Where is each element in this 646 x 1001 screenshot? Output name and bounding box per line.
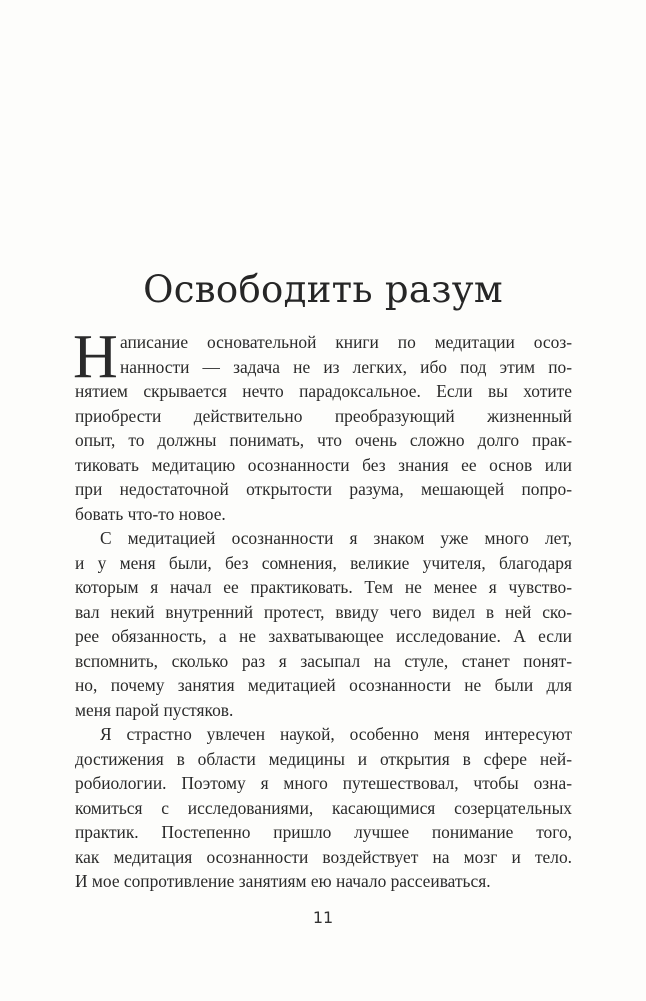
paragraph [75, 722, 572, 894]
text-line: практик. Постепенно пришло лучшее понимание того, [75, 822, 572, 842]
text-line: бовать что-то новое. [75, 503, 226, 524]
page-number: 11 [312, 908, 334, 927]
drop-cap: Н [73, 323, 118, 391]
paragraph [73, 323, 572, 526]
text-line: но, почему занятия медитацией осознанности не были для [75, 675, 572, 695]
text-line: и у меня были, без сомнения, великие учителя, благодаря [75, 552, 572, 573]
text-line: робиологии. Поэтому я много путешествовал, чтобы озна- [75, 773, 572, 793]
text-line: опыт, то должны понимать, что очень сложно долго прак- [75, 430, 572, 450]
text-line: С медитацией осознанности я знаком уже много лет, [100, 528, 572, 548]
text-line: И мое сопротивление занятиям ею начало рассеиваться. [75, 871, 491, 891]
text-line: Я страстно увлечен наукой, особенно меня интересуют [100, 724, 572, 744]
text-line: как медитация осознанности воздействует на мозг и тело. [75, 846, 572, 867]
text-line: нятием скрывается нечто парадоксальное. Если вы хотите [75, 381, 572, 401]
chapter-title: Освободить разум [143, 267, 503, 311]
text-line: тиковать медитацию осознанности без знания ее основ или [75, 454, 572, 475]
text-line: достижения в области медицины и открытия в сфере ней- [75, 748, 572, 769]
text-line: приобрести действительно преобразующий жизненный [75, 405, 572, 426]
text-line: вспомнить, сколько раз я засыпал на стуле, станет понят- [75, 650, 572, 671]
text-line: комиться с исследованиями, касающимися созерцательных [75, 797, 572, 818]
body-text [73, 323, 572, 894]
text-line: нанности — задача не из легких, ибо под этим по- [120, 356, 572, 377]
text-line: при недостаточной открытости разума, мешающей попро- [75, 479, 572, 499]
paragraph [75, 526, 572, 722]
text-line: аписание основательной книги по медитации осоз- [120, 332, 572, 352]
text-line: меня парой пустяков. [75, 699, 234, 720]
text-line: которым я начал ее практиковать. Тем не менее я чувство- [75, 577, 572, 597]
text-line: рее обязанность, а не захватывающее исследование. А если [75, 626, 572, 646]
text-line: вал некий внутренний протест, ввиду чего видел в ней ско- [75, 601, 572, 622]
